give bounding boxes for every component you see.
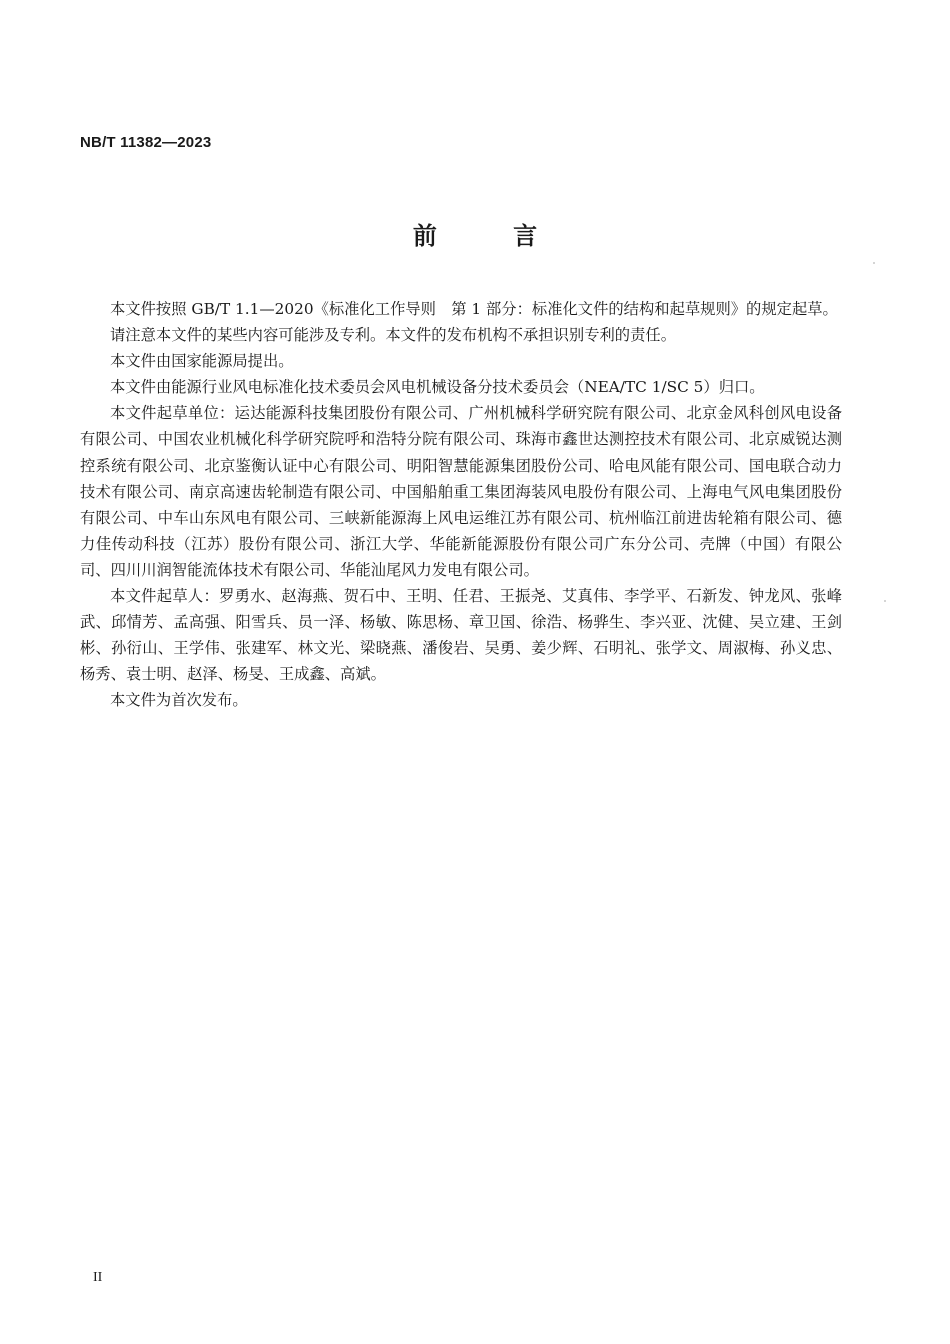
paragraph-drafters: 本文件起草人：罗勇水、赵海燕、贺石中、王明、任君、王振尧、艾真伟、李学平、石新发、钟龙风、张峰武、邱情芳、孟高强、阳雪兵、员一泽、杨敏、陈思杨、章卫国、徐浩、杨骅生、李兴亚、沈健、吴立建、王剑彬、孙衍山、王学伟、张建军、林文光、梁晓燕、潘俊岩、吴勇、姜少辉、石明礼、张学文、周淑梅、孙义忠、杨秀、袁士明、赵泽、杨旻、王成鑫、高斌。 <box>80 587 842 684</box>
section-title: 前 言 <box>412 222 572 250</box>
document-code: NB/T 11382—2023 <box>80 134 212 151</box>
scan-speck <box>873 262 875 264</box>
scan-speck <box>884 600 886 602</box>
paragraph-drafting-organizations: 本文件起草单位：运达能源科技集团股份有限公司、广州机械科学研究院有限公司、北京金风科创风电设备有限公司、中国农业机械化科学研究院呼和浩特分院有限公司、珠海市鑫世达测控技术有限公司、北京威锐达测控系统有限公司、北京鉴衡认证中心有限公司、明阳智慧能源集团股份公司、哈电风能有限公司、国电联合动力技术有限公司、南京高速齿轮制造有限公司、中国船舶重工集团海装风电股份有限公司、上海电气风电集团股份有限公司、中车山东风电有限公司、三峡新能源海上风电运维江苏有限公司、杭州临江前进齿轮箱有限公司、德力佳传动科技（江苏）股份有限公司、浙江大学、华能新能源股份有限公司广东分公司、壳牌（中国）有限公司、四川川润智能流体技术有限公司、华能汕尾风力发电有限公司。 <box>80 404 842 579</box>
page-number: II <box>93 1270 103 1285</box>
paragraph-proposed-by: 本文件由国家能源局提出。 <box>110 352 294 371</box>
paragraph-drafting-basis: 本文件按照 GB/T 1.1—2020《标准化工作导则 第 1 部分：标准化文件的结构和起草规则》的规定起草。 <box>110 300 838 318</box>
foreword-body <box>80 296 842 714</box>
paragraph-patent-notice: 请注意本文件的某些内容可能涉及专利。本文件的发布机构不承担识别专利的责任。 <box>110 326 676 345</box>
paragraph-first-release: 本文件为首次发布。 <box>110 691 248 710</box>
paragraph-under-jurisdiction: 本文件由能源行业风电标准化技术委员会风电机械设备分技术委员会（NEA/TC 1/SC 5）归口。 <box>110 378 765 397</box>
